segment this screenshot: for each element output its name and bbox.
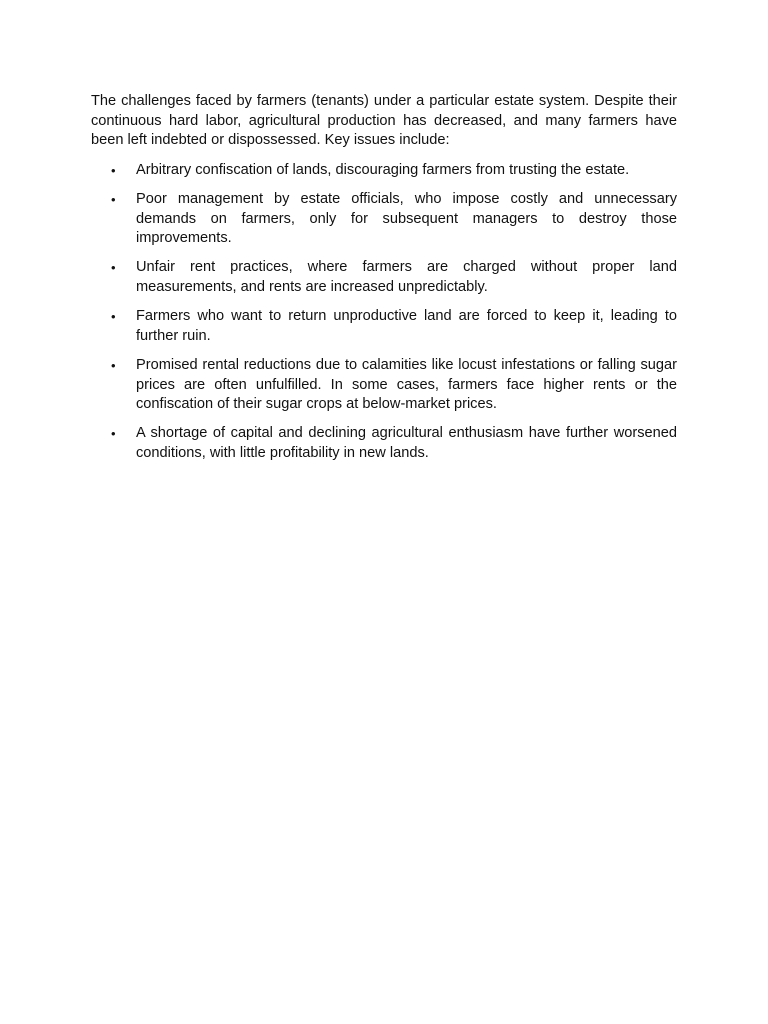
- list-item: [91, 356, 677, 415]
- list-item-text: Farmers who want to return unproductive land are forced to keep it, leading to further ruin.: [136, 308, 677, 344]
- document-body: [91, 92, 677, 473]
- bullet-icon: •: [111, 162, 116, 178]
- list-item: [91, 258, 677, 297]
- list-item: [91, 307, 677, 346]
- list-item-text: Promised rental reductions due to calamities like locust infestations or falling sugar prices are often unfulfilled. In some cases, farmers face higher rents or the confiscation of their sugar crops at below-market prices.: [136, 356, 677, 413]
- issues-list: [91, 161, 677, 464]
- intro-paragraph: The challenges faced by farmers (tenants) under a particular estate system. Despite their continuous hard labor, agricultural production has decreased, and many farmers have been left indebted or dispossessed. Key issues include:: [91, 93, 677, 149]
- bullet-icon: •: [111, 426, 116, 442]
- list-item: [91, 424, 677, 463]
- bullet-icon: •: [111, 309, 116, 325]
- list-item-text: Unfair rent practices, where farmers are charged without proper land measurements, and rents are increased unpredictably.: [136, 259, 677, 295]
- list-item: [91, 161, 677, 181]
- bullet-icon: •: [111, 191, 116, 207]
- bullet-icon: •: [111, 357, 116, 373]
- list-item-text: Poor management by estate officials, who impose costly and unnecessary demands on farmers, only for subsequent managers to destroy those improvements.: [136, 190, 677, 247]
- bullet-icon: •: [111, 260, 116, 276]
- list-item-text: A shortage of capital and declining agricultural enthusiasm have further worsened conditions, with little profitability in new lands.: [136, 425, 677, 461]
- list-item: [91, 190, 677, 249]
- list-item-text: Arbitrary confiscation of lands, discouraging farmers from trusting the estate.: [136, 161, 630, 178]
